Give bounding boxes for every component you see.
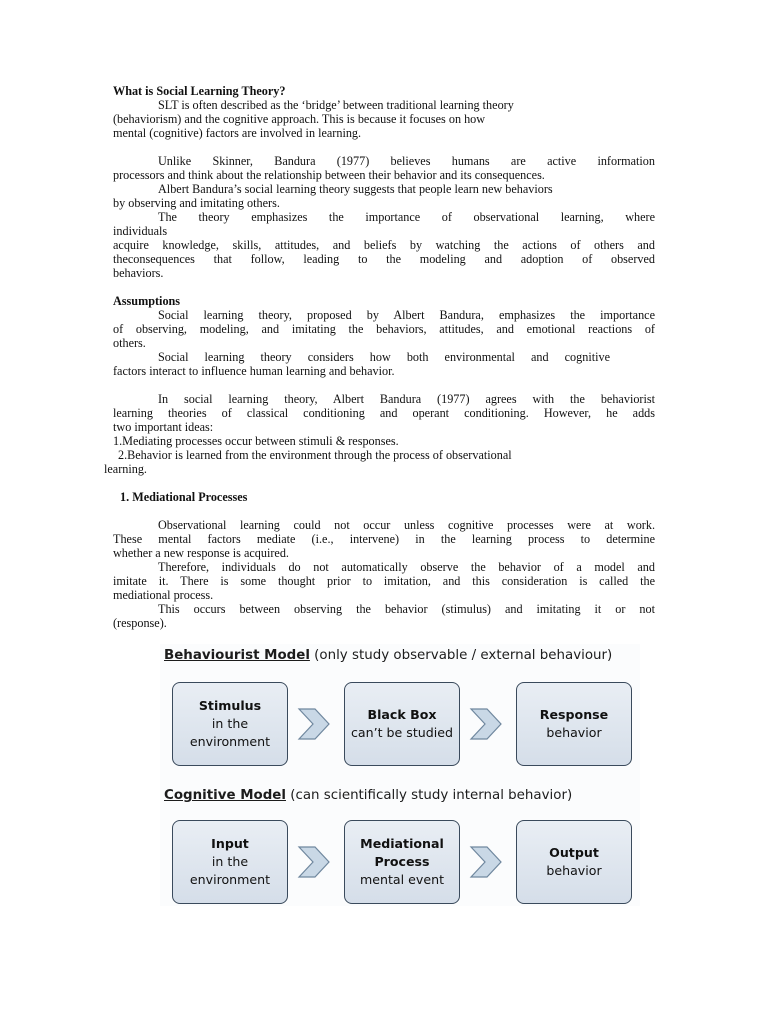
box-title: Black Box (367, 707, 437, 722)
box-line: mental event (359, 872, 445, 887)
section-heading-assumptions: Assumptions (113, 294, 181, 308)
paragraph-line: behaviors. (113, 266, 164, 280)
box-title: Process (374, 854, 430, 869)
page-title: What is Social Learning Theory? (113, 84, 286, 98)
paragraph-line: Social learning theory, proposed by Albert Bandura, emphasizes the importance (158, 308, 655, 322)
paragraph-line: (response). (113, 616, 167, 630)
box-title: Output (549, 845, 599, 860)
paragraph-line: mental (cognitive) factors are involved in learning. (113, 126, 362, 140)
paragraph-line: The theory emphasizes the importance of observational learning, where (158, 210, 655, 224)
cognitive-model-caption: (can scientifically study internal behavior) (285, 788, 573, 803)
box-line: in the (211, 716, 249, 731)
list-item: 2.Behavior is learned from the environment through the process of observational (118, 448, 512, 462)
input-box (172, 820, 288, 904)
stimulus-box (172, 682, 288, 766)
paragraph-line: learning theories of classical conditioning and operant conditioning. However, he adds (113, 406, 655, 420)
cognitive-model-title (164, 788, 572, 803)
behaviourist-model-label: Behaviourist Model (164, 648, 310, 663)
paragraph-line: Observational learning could not occur unless cognitive processes were at work. (158, 518, 655, 532)
paragraph-line: Social learning theory considers how both environmental and cognitive (158, 350, 610, 364)
paragraph-line: by observing and imitating others. (113, 196, 280, 210)
paragraph-line: This occurs between observing the behavior (stimulus) and imitating it or not (158, 602, 655, 616)
chevron-right-icon (297, 844, 331, 880)
box-line: can’t be studied (350, 725, 454, 740)
paragraph-line: imitate it. There is some thought prior to imitation, and this consideration is called the (113, 574, 655, 588)
chevron-right-icon (469, 706, 503, 742)
paragraph-line: processors and think about the relationship between their behavior and its consequences. (113, 168, 545, 182)
box-title: Stimulus (198, 698, 262, 713)
black-box (344, 682, 460, 766)
list-item: 1.Mediating processes occur between stimuli & responses. (113, 434, 399, 448)
box-line: environment (189, 734, 271, 749)
box-line: behavior (546, 725, 602, 740)
paragraph-line: Albert Bandura’s social learning theory suggests that people learn new behaviors (158, 182, 553, 196)
paragraph-line: of observing, modeling, and imitating the behaviors, attitudes, and emotional reactions of (113, 322, 655, 336)
box-line: environment (189, 872, 271, 887)
response-box (516, 682, 632, 766)
paragraph-line: mediational process. (113, 588, 214, 602)
paragraph-line: These mental factors mediate (i.e., intervene) in the learning process to determine (113, 532, 655, 546)
paragraph-line: Therefore, individuals do not automatically observe the behavior of a model and (158, 560, 655, 574)
model-comparison-figure (160, 644, 640, 906)
paragraph-line: SLT is often described as the ‘bridge’ between traditional learning theory (158, 98, 514, 112)
behaviourist-model-caption: (only study observable / external behaviour) (309, 648, 613, 663)
list-item: learning. (104, 462, 147, 476)
paragraph-line: two important ideas: (113, 420, 214, 434)
mediational-process-box (344, 820, 460, 904)
box-title: Response (539, 707, 609, 722)
behaviourist-model-title (164, 648, 612, 663)
paragraph-line: factors interact to influence human learning and behavior. (113, 364, 395, 378)
paragraph-line: others. (113, 336, 146, 350)
paragraph-line: In social learning theory, Albert Bandura (1977) agrees with the behaviorist (158, 392, 655, 406)
box-line: behavior (546, 863, 602, 878)
output-box (516, 820, 632, 904)
box-line: in the (211, 854, 249, 869)
chevron-right-icon (297, 706, 331, 742)
box-title: Input (211, 836, 249, 851)
box-title: Mediational (360, 836, 444, 851)
paragraph-line: (behaviorism) and the cognitive approach. This is because it focuses on how (113, 112, 486, 126)
cognitive-model-label: Cognitive Model (164, 788, 286, 803)
paragraph-line: acquire knowledge, skills, attitudes, and beliefs by watching the actions of others and (113, 238, 655, 252)
paragraph-line: whether a new response is acquired. (113, 546, 289, 560)
paragraph-line: individuals (113, 224, 168, 238)
paragraph-line: Unlike Skinner, Bandura (1977) believes humans are active information (158, 154, 655, 168)
chevron-right-icon (469, 844, 503, 880)
section-heading-mediational: 1. Mediational Processes (120, 490, 248, 504)
paragraph-line: theconsequences that follow, leading to the modeling and adoption of observed (113, 252, 655, 266)
